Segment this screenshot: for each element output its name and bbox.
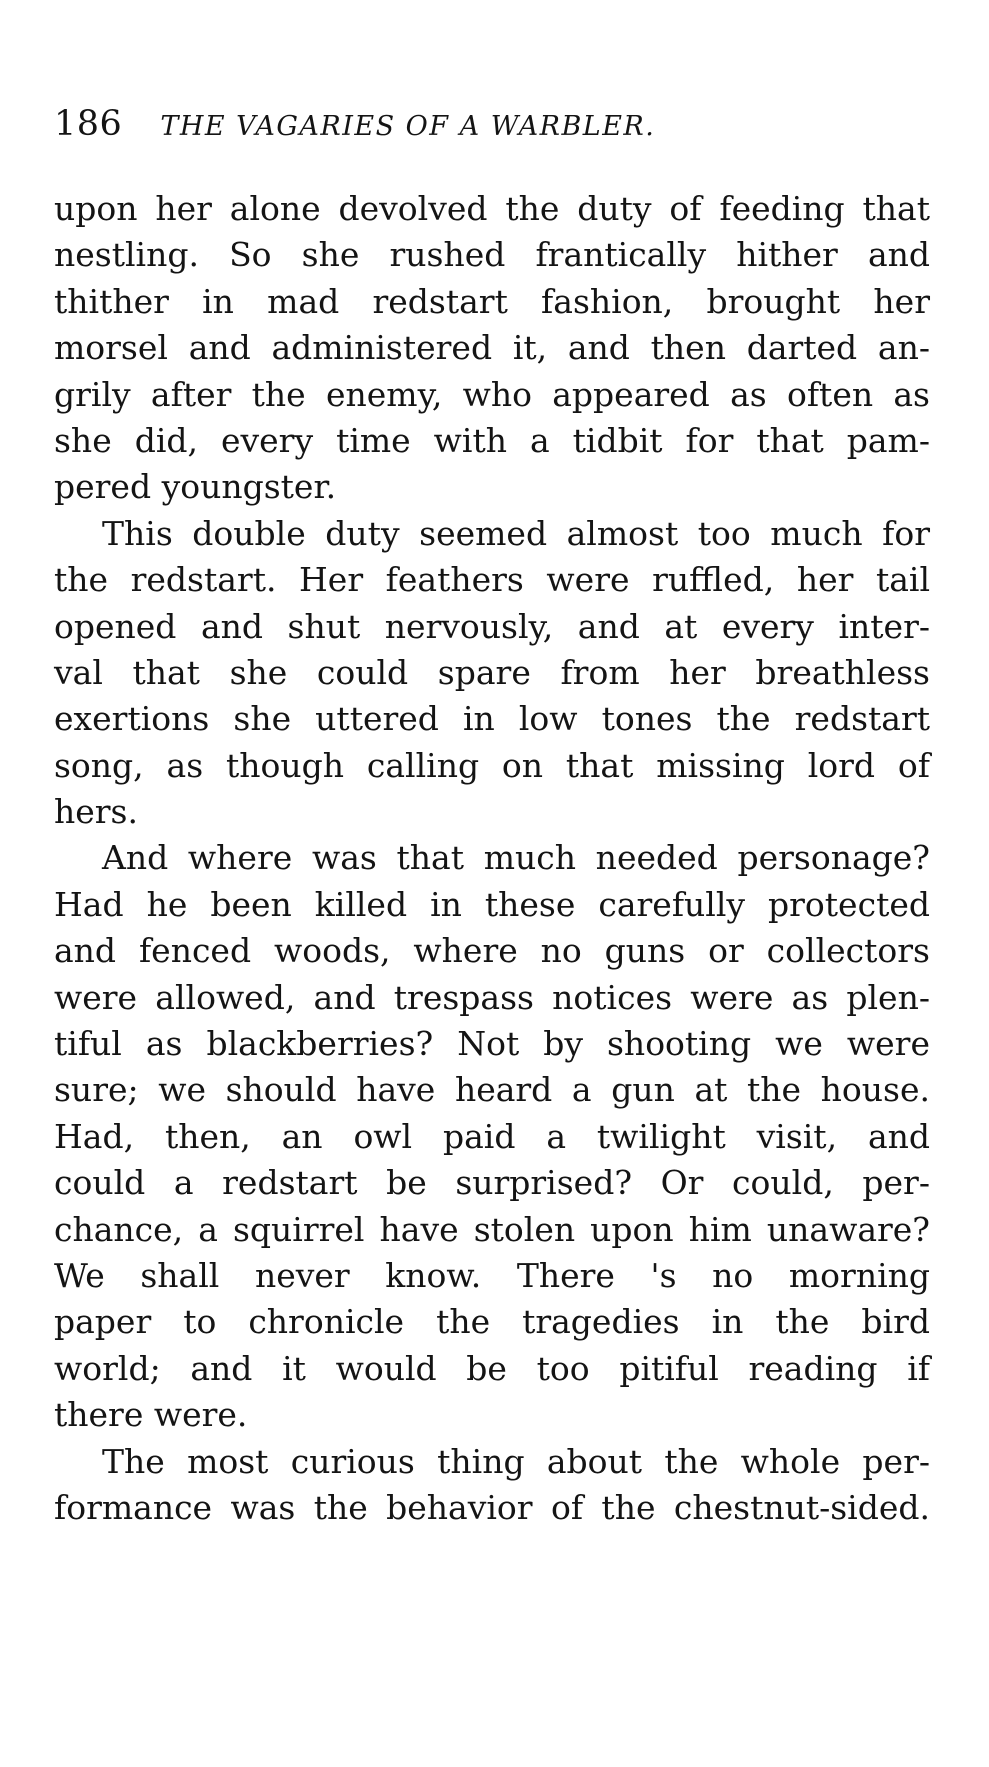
text-line: thither in mad redstart fashion, brought her [54, 281, 930, 321]
text-line: could a redstart be surprised? Or could, per- [54, 1163, 930, 1203]
text-line: opened and shut nervously, and at every inter- [54, 606, 930, 646]
paragraph-2 [54, 511, 930, 836]
text-line: Had he been killed in these carefully protected [54, 884, 930, 924]
running-head [54, 104, 834, 154]
text-line: tiful as blackberries? Not by shooting we were [54, 1024, 930, 1064]
text-line: The most curious thing about the whole per- [102, 1441, 930, 1481]
body-text [54, 186, 930, 1531]
running-title: THE VAGARIES OF A WARBLER. [160, 111, 656, 142]
text-line: there were. [54, 1395, 248, 1435]
text-line: the redstart. Her feathers were ruffled, her tail [54, 560, 930, 600]
text-line: We shall never know. There 's no morning [54, 1255, 930, 1295]
text-line: song, as though calling on that missing lord of [54, 745, 930, 785]
text-line: formance was the behavior of the chestnut-sided. [54, 1487, 930, 1527]
page-number: 186 [54, 104, 123, 144]
text-line: Had, then, an owl paid a twilight visit, and [54, 1116, 930, 1156]
text-line: morsel and administered it, and then darted an- [54, 328, 930, 368]
text-line: and fenced woods, where no guns or collectors [54, 931, 930, 971]
text-line: were allowed, and trespass notices were as plen- [54, 977, 930, 1017]
text-line: paper to chronicle the tragedies in the bird [54, 1302, 930, 1342]
text-line: exertions she uttered in low tones the redstart [54, 699, 930, 739]
text-line: nestling. So she rushed frantically hither and [54, 235, 930, 275]
paragraph-1 [54, 186, 930, 511]
text-line: sure; we should have heard a gun at the house. [54, 1070, 930, 1110]
paragraph-4 [54, 1439, 930, 1532]
text-line: grily after the enemy, who appeared as often as [54, 374, 930, 414]
text-line: chance, a squirrel have stolen upon him unaware? [54, 1209, 930, 1249]
text-line: pered youngster. [54, 467, 337, 507]
text-line: val that she could spare from her breathless [54, 652, 930, 692]
text-line: hers. [54, 792, 138, 832]
text-line: she did, every time with a tidbit for that pam- [54, 420, 930, 460]
text-line: world; and it would be too pitiful reading if [54, 1348, 930, 1388]
text-line: upon her alone devolved the duty of feeding that [54, 189, 930, 228]
text-line: This double duty seemed almost too much for [102, 513, 930, 553]
text-line: And where was that much needed personage? [102, 838, 930, 878]
paragraph-3 [54, 835, 930, 1438]
